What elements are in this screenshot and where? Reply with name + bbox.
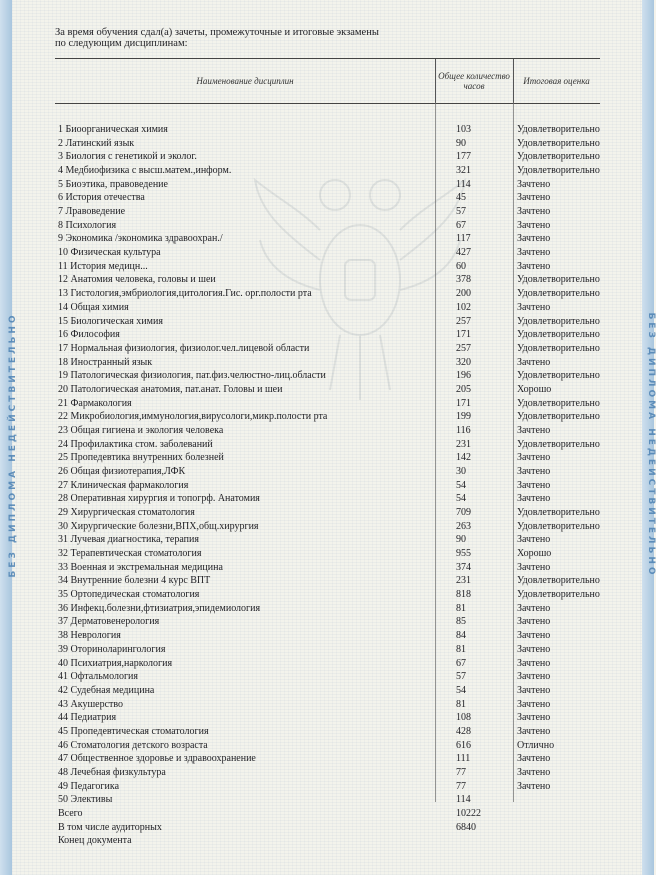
discipline-hours: 54	[456, 493, 466, 505]
discipline-hours: 77	[456, 780, 466, 792]
discipline-name: 33 Военная и экстремальная медицина	[58, 561, 223, 573]
discipline-hours: 84	[456, 630, 466, 642]
discipline-name: 13 Гистология,эмбриология,цитология.Гис. орг.полости рта	[58, 288, 312, 300]
discipline-grade: Зачтено	[517, 452, 551, 464]
discipline-grade: Отлично	[517, 739, 555, 751]
discipline-name: 37 Дерматовенерология	[58, 616, 160, 628]
discipline-name: В том числе аудиторных	[58, 821, 162, 833]
discipline-grade: Зачтено	[517, 260, 551, 272]
discipline-hours: 199	[456, 411, 471, 423]
discipline-hours: 67	[456, 657, 466, 669]
discipline-hours: 116	[456, 424, 471, 436]
discipline-hours: 57	[456, 671, 466, 683]
discipline-grade: Удовлетворительно	[517, 151, 600, 163]
discipline-name: 42 Судебная медицина	[58, 684, 155, 696]
discipline-name: 11 История медицн...	[58, 260, 148, 272]
discipline-name: 22 Микробиология,иммунология,вирусологи,микр.полости рта	[58, 411, 328, 423]
intro-text	[55, 27, 379, 49]
discipline-grade: Зачтено	[517, 616, 551, 628]
discipline-hours: 320	[456, 356, 471, 368]
table-header	[55, 58, 600, 104]
discipline-grade: Зачтено	[517, 643, 551, 655]
discipline-name: 48 Лечебная физкультура	[58, 766, 166, 778]
discipline-name: 6 История отечества	[58, 192, 145, 204]
discipline-grade: Зачтено	[517, 206, 551, 218]
discipline-grade: Удовлетворительно	[517, 411, 600, 423]
column-divider	[435, 102, 436, 802]
discipline-hours: 257	[456, 342, 471, 354]
discipline-grade: Удовлетворительно	[517, 288, 600, 300]
discipline-name: 10 Физическая культура	[58, 247, 161, 259]
discipline-name: 28 Оперативная хирургия и топогрф. Анатомия	[58, 493, 260, 505]
discipline-hours: 102	[456, 301, 471, 313]
discipline-grade: Зачтено	[517, 233, 551, 245]
discipline-hours: 616	[456, 739, 471, 751]
discipline-hours: 85	[456, 616, 466, 628]
discipline-name: 31 Лучевая диагностика, терапия	[58, 534, 199, 546]
discipline-grade: Зачтено	[517, 534, 551, 546]
discipline-name: 3 Биология с генетикой и эколог.	[58, 151, 197, 163]
discipline-grade: Зачтено	[517, 753, 551, 765]
discipline-hours: 114	[456, 178, 471, 190]
discipline-grade: Зачтено	[517, 671, 551, 683]
column-divider	[513, 102, 514, 802]
discipline-hours: 30	[456, 466, 466, 477]
discipline-hours: 200	[456, 288, 471, 300]
discipline-name: 8 Психология	[58, 219, 117, 231]
header-total-hours: Общее количество часов	[435, 59, 514, 103]
discipline-hours: 81	[456, 643, 466, 655]
discipline-grade: Зачтено	[517, 561, 551, 573]
discipline-grade: Зачтено	[517, 725, 551, 737]
watermark-right: БЕЗ ДИПЛОМА НЕДЕЙСТВИТЕЛЬНО	[646, 312, 656, 578]
discipline-grade: Зачтено	[517, 301, 551, 313]
discipline-hours: 67	[456, 219, 466, 231]
discipline-hours: 171	[456, 397, 471, 409]
discipline-name: 27 Клиническая фармакология	[58, 479, 189, 491]
discipline-name: 16 Философия	[58, 329, 120, 341]
discipline-hours: 54	[456, 684, 466, 696]
discipline-name: 43 Акушерство	[58, 698, 124, 710]
discipline-name: 7 Лравоведение	[58, 206, 126, 218]
discipline-hours: 90	[456, 534, 466, 546]
discipline-grade: Удовлетворительно	[517, 342, 600, 354]
discipline-grade: Удовлетворительно	[517, 589, 600, 601]
intro-line-1: За время обучения сдал(а) зачеты, промежуточные и итоговые экзамены	[55, 27, 379, 38]
discipline-grade: Зачтено	[517, 630, 551, 642]
discipline-hours: 231	[456, 575, 471, 587]
discipline-grade: Зачтено	[517, 698, 551, 710]
discipline-name: 23 Общая гигиена и экология человека	[58, 424, 224, 436]
discipline-name: 29 Хирургическая стоматология	[58, 507, 195, 519]
discipline-hours: 6840	[456, 821, 476, 833]
discipline-hours: 114	[456, 794, 471, 806]
discipline-name: 47 Общественное здоровье и здравоохранение	[58, 753, 256, 765]
discipline-name: 34 Внутренние болезни 4 курс ВПТ	[58, 575, 211, 587]
discipline-grade: Зачтено	[517, 780, 551, 792]
discipline-name: 20 Патологическая анатомия, пат.анат. Головы и шеи	[58, 383, 283, 395]
discipline-grade: Удовлетворительно	[517, 507, 600, 519]
discipline-name: 25 Пропедевтика внутренних болезней	[58, 452, 224, 464]
discipline-hours: 54	[456, 479, 466, 491]
discipline-name: 12 Анатомия человека, головы и шеи	[58, 274, 216, 286]
discipline-grade: Удовлетворительно	[517, 520, 600, 532]
discipline-grade: Удовлетворительно	[517, 315, 600, 327]
intro-line-2: по следующим дисциплинам:	[55, 38, 188, 49]
discipline-grade: Удовлетворительно	[517, 274, 600, 286]
watermark-left: БЕЗ ДИПЛОМА НЕДЕЙСТВИТЕЛЬНО	[8, 312, 18, 578]
discipline-hours: 77	[456, 766, 466, 778]
discipline-name: 40 Психиатрия,наркология	[58, 657, 173, 669]
discipline-hours: 111	[456, 753, 471, 765]
discipline-name: 19 Патологическая физиология, пат.физ.челюстно-лиц.области	[58, 370, 326, 382]
discipline-hours: 374	[456, 561, 471, 573]
discipline-name: 5 Биоэтика, правоведение	[58, 178, 168, 190]
discipline-hours: 108	[456, 712, 471, 724]
discipline-name: 36 Инфекц.болезни,фтизиатрия,эпидемиология	[58, 602, 261, 614]
discipline-name: 2 Латинский язык	[58, 137, 135, 149]
discipline-hours: 378	[456, 274, 471, 286]
header-discipline-name: Наименование дисциплин	[55, 59, 436, 103]
discipline-grade: Зачтено	[517, 712, 551, 724]
discipline-name: 21 Фармакология	[58, 397, 132, 409]
discipline-grade: Удовлетворительно	[517, 124, 600, 135]
discipline-grade: Зачтено	[517, 356, 551, 368]
discipline-name: 15 Биологическая химия	[58, 315, 163, 327]
discipline-grade: Удовлетворительно	[517, 397, 600, 409]
discipline-name: 24 Профилактика стом. заболеваний	[58, 438, 213, 450]
discipline-hours: 117	[456, 233, 471, 245]
discipline-hours: 427	[456, 247, 471, 259]
discipline-name: 9 Экономика /экономика здравоохран./	[58, 233, 223, 245]
discipline-hours: 90	[456, 137, 466, 149]
discipline-name: 30 Хирургические болезни,ВПХ,общ.хирургия	[58, 520, 259, 532]
discipline-hours: 205	[456, 383, 471, 395]
discipline-hours: 103	[456, 124, 471, 135]
discipline-name: 26 Общая физиотерапия,ЛФК	[58, 466, 186, 477]
discipline-hours: 263	[456, 520, 471, 532]
header-final-grade: Итоговая оценка	[523, 76, 590, 86]
discipline-name: 39 Оториноларингология	[58, 643, 166, 655]
discipline-grade: Зачтено	[517, 219, 551, 231]
discipline-grade: Зачтено	[517, 247, 551, 259]
discipline-grade: Хорошо	[517, 548, 552, 560]
discipline-name: 4 Медбиофизика с высш.матем.,информ.	[58, 165, 232, 177]
discipline-name: 50 Элективы	[58, 794, 113, 806]
discipline-name: 38 Неврология	[58, 630, 121, 642]
discipline-grade: Зачтено	[517, 684, 551, 696]
discipline-hours: 709	[456, 507, 471, 519]
discipline-hours: 57	[456, 206, 466, 218]
discipline-hours: 45	[456, 192, 466, 204]
discipline-grade: Зачтено	[517, 424, 551, 436]
discipline-grade: Зачтено	[517, 766, 551, 778]
discipline-hours: 257	[456, 315, 471, 327]
discipline-grade: Зачтено	[517, 657, 551, 669]
discipline-grade: Зачтено	[517, 602, 551, 614]
discipline-grade: Удовлетворительно	[517, 370, 600, 382]
discipline-hours: 177	[456, 151, 471, 163]
discipline-grade: Зачтено	[517, 192, 551, 204]
discipline-name: 18 Иностранный язык	[58, 356, 153, 368]
discipline-hours: 428	[456, 725, 471, 737]
discipline-grade: Удовлетворительно	[517, 165, 600, 177]
discipline-name: 32 Терапевтическая стоматология	[58, 548, 202, 560]
discipline-name: 1 Биоорганическая химия	[58, 124, 168, 135]
discipline-hours: 142	[456, 452, 471, 464]
discipline-name: 14 Общая химия	[58, 301, 129, 313]
discipline-name: 17 Нормальная физиология, физиолог.чел.лицевой области	[58, 342, 310, 354]
discipline-hours: 955	[456, 548, 471, 560]
discipline-grade: Зачтено	[517, 466, 551, 477]
discipline-hours: 321	[456, 165, 471, 177]
discipline-name: 35 Ортопедическая стоматология	[58, 589, 200, 601]
discipline-grade: Зачтено	[517, 479, 551, 491]
discipline-hours: 196	[456, 370, 471, 382]
discipline-name: 41 Офтальмология	[58, 671, 139, 683]
discipline-name: Всего	[58, 808, 83, 819]
discipline-hours: 81	[456, 698, 466, 710]
discipline-hours: 231	[456, 438, 471, 450]
discipline-grade: Удовлетворительно	[517, 329, 600, 341]
discipline-grade: Удовлетворительно	[517, 438, 600, 450]
discipline-hours: 81	[456, 602, 466, 614]
discipline-grade: Зачтено	[517, 493, 551, 505]
discipline-name: 46 Стоматология детского возраста	[58, 739, 208, 751]
discipline-hours: 60	[456, 260, 466, 272]
discipline-name: 45 Пропедевтическая стоматология	[58, 725, 209, 737]
discipline-grade: Удовлетворительно	[517, 575, 600, 587]
discipline-hours: 171	[456, 329, 471, 341]
discipline-grade: Хорошо	[517, 383, 552, 395]
discipline-hours: 10222	[456, 808, 481, 819]
discipline-grade: Удовлетворительно	[517, 137, 600, 149]
discipline-hours: 818	[456, 589, 471, 601]
discipline-grade: Зачтено	[517, 178, 551, 190]
discipline-name: Конец документа	[58, 835, 132, 847]
discipline-name: 44 Педиатрия	[58, 712, 117, 724]
discipline-name: 49 Педагогика	[58, 780, 120, 792]
